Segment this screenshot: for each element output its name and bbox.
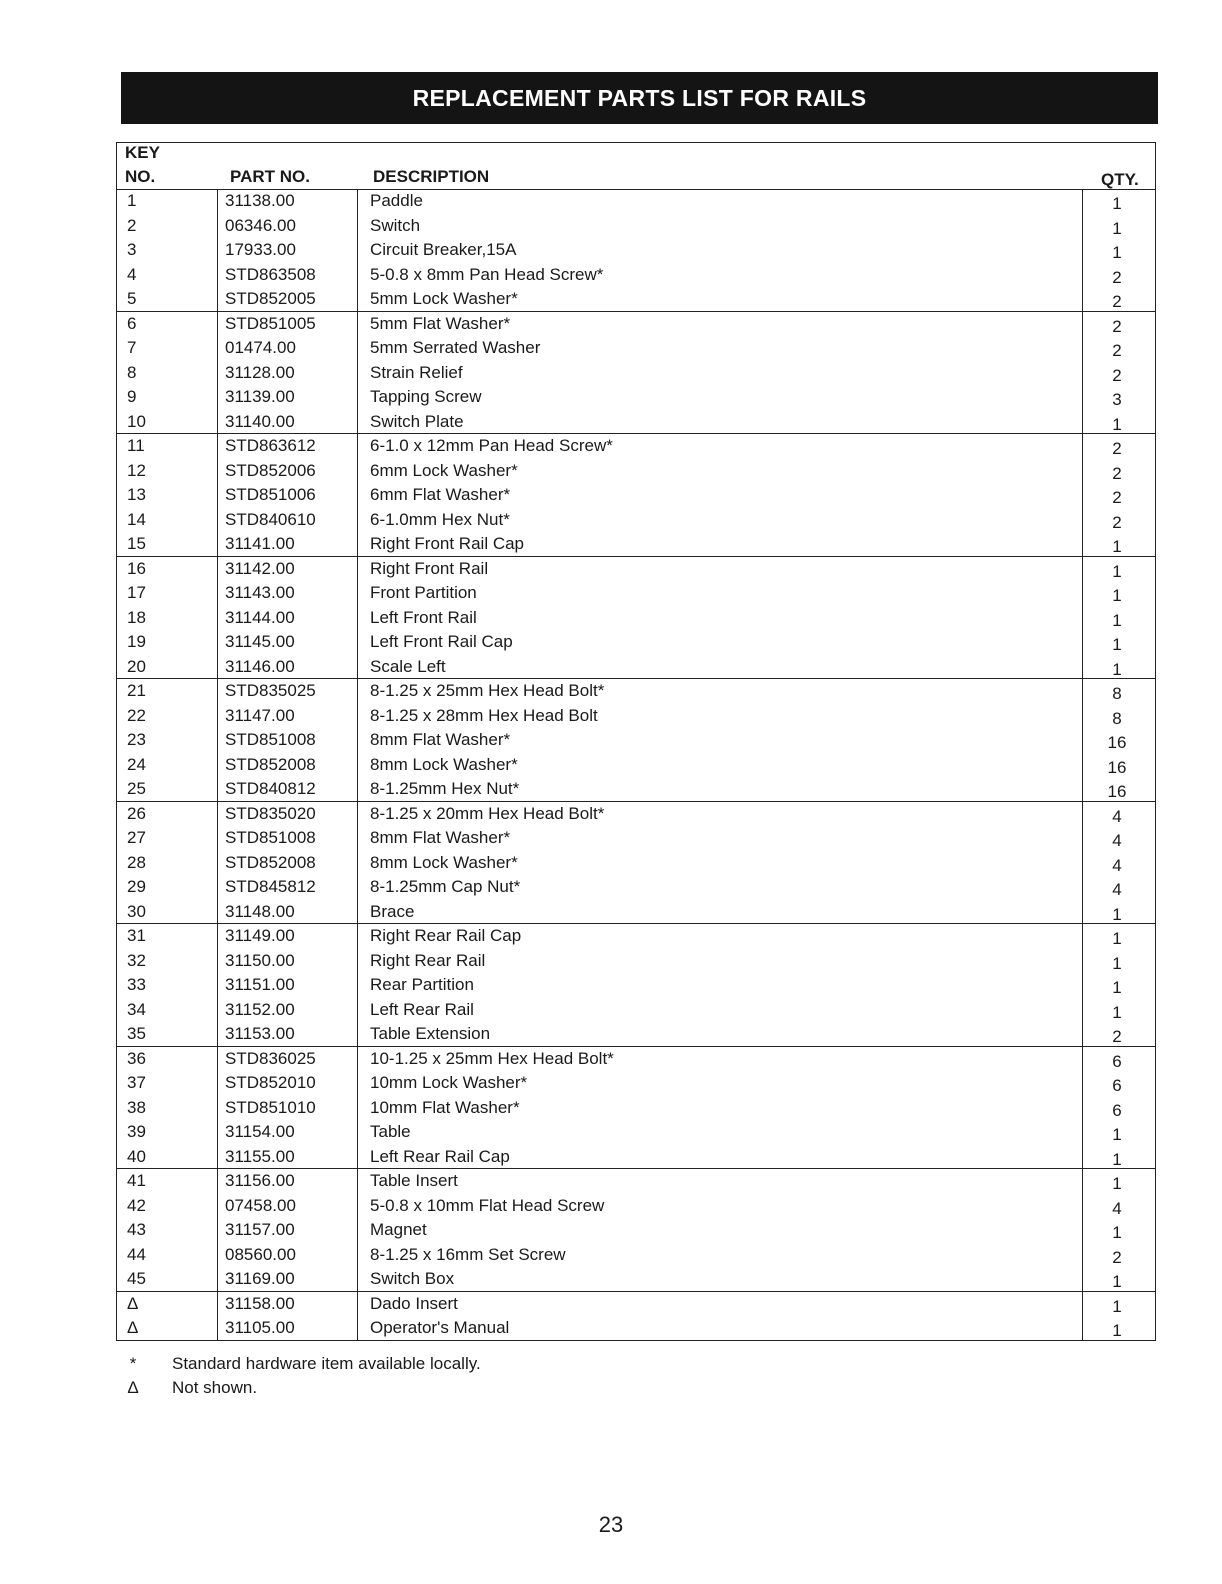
- part-no-cell: 31144.00: [225, 607, 295, 627]
- description-cell: Brace: [370, 901, 415, 921]
- qty-cell: 2: [1112, 292, 1122, 311]
- description-cell: Switch Plate: [370, 411, 464, 431]
- qty-cell: 8: [1112, 684, 1122, 703]
- description-cell: 8mm Lock Washer*: [370, 852, 518, 872]
- qty-cell: 1: [1112, 1002, 1122, 1022]
- key-no-cell: 41: [127, 1171, 146, 1190]
- qty-cell: 16: [1107, 782, 1127, 801]
- qty-cell: 1: [1112, 243, 1122, 262]
- part-no-cell: STD851008: [225, 730, 316, 749]
- key-no-cell: 22: [127, 705, 146, 725]
- description-cell: Table: [370, 1122, 411, 1141]
- description-cell: 5-0.8 x 10mm Flat Head Screw: [370, 1195, 605, 1215]
- qty-cell: 1: [1112, 635, 1122, 654]
- qty-cell: 2: [1112, 439, 1122, 458]
- table-row: [117, 1194, 1155, 1219]
- key-no-cell: 24: [127, 754, 146, 774]
- table-row: [117, 900, 1155, 925]
- key-no-cell: 34: [127, 999, 146, 1019]
- table-row: [117, 557, 1155, 582]
- part-no-cell: 08560.00: [225, 1244, 296, 1264]
- part-no-cell: STD863508: [225, 264, 316, 284]
- part-no-cell: 31148.00: [225, 901, 295, 921]
- qty-cell: 1: [1112, 953, 1122, 973]
- part-no-cell: STD852005: [225, 289, 316, 308]
- part-no-cell: STD840812: [225, 779, 316, 798]
- key-no-cell: 10: [127, 411, 146, 431]
- description-cell: Table Insert: [370, 1171, 458, 1190]
- description-cell: 8-1.25 x 25mm Hex Head Bolt*: [370, 681, 605, 700]
- description-cell: Magnet: [370, 1220, 427, 1239]
- qty-cell: 1: [1112, 1272, 1122, 1291]
- table-row: [117, 214, 1155, 239]
- description-cell: 10mm Flat Washer*: [370, 1097, 520, 1117]
- table-row: [117, 410, 1155, 435]
- qty-cell: 8: [1112, 708, 1122, 728]
- key-no-cell: 18: [127, 607, 146, 627]
- table-row: [117, 606, 1155, 631]
- key-no-cell: 16: [127, 558, 146, 578]
- description-cell: Right Front Rail: [370, 558, 489, 578]
- description-cell: Front Partition: [370, 583, 477, 602]
- part-no-cell: STD851006: [225, 485, 316, 504]
- part-no-cell: STD851008: [225, 828, 316, 847]
- table-body: [117, 189, 1155, 1341]
- table-row: [117, 924, 1155, 949]
- key-no-cell: 11: [127, 436, 145, 455]
- header-key-line2: NO.: [125, 167, 156, 186]
- table-row: [117, 532, 1155, 557]
- qty-cell: 2: [1112, 463, 1122, 483]
- part-no-cell: 31158.00: [225, 1293, 295, 1313]
- part-no-cell: 31157.00: [225, 1220, 295, 1239]
- qty-cell: 2: [1112, 316, 1122, 336]
- table-row: [117, 826, 1155, 851]
- table-row: [117, 1316, 1155, 1341]
- qty-cell: 4: [1112, 1198, 1122, 1218]
- key-no-cell: 32: [127, 950, 146, 970]
- key-no-cell: 35: [127, 1024, 146, 1043]
- qty-cell: 4: [1112, 831, 1122, 850]
- description-cell: Left Rear Rail Cap: [370, 1146, 510, 1166]
- qty-cell: 1: [1112, 659, 1122, 679]
- description-cell: 10mm Lock Washer*: [370, 1073, 528, 1092]
- qty-cell: 1: [1112, 1174, 1122, 1193]
- part-no-cell: 17933.00: [225, 240, 296, 259]
- table-row: [117, 1120, 1155, 1145]
- qty-cell: 1: [1112, 610, 1122, 630]
- key-no-cell: 4: [127, 264, 137, 284]
- table-row: [117, 483, 1155, 508]
- table-row: [117, 434, 1155, 459]
- table-row: [117, 728, 1155, 753]
- part-no-cell: 01474.00: [225, 338, 296, 357]
- qty-cell: 4: [1112, 855, 1122, 875]
- description-cell: Table Extension: [370, 1024, 491, 1043]
- part-no-cell: STD863612: [225, 436, 316, 455]
- description-cell: 10-1.25 x 25mm Hex Head Bolt*: [370, 1048, 614, 1068]
- key-no-cell: 37: [127, 1073, 146, 1092]
- part-no-cell: STD852006: [225, 460, 316, 480]
- key-no-cell: 38: [127, 1097, 146, 1117]
- key-no-cell: 13: [127, 485, 146, 504]
- description-cell: 8-1.25 x 16mm Set Screw: [370, 1244, 566, 1264]
- qty-cell: 1: [1112, 978, 1122, 997]
- part-no-cell: STD845812: [225, 877, 316, 896]
- table-row: [117, 949, 1155, 974]
- qty-cell: 2: [1112, 365, 1122, 385]
- description-cell: 6mm Lock Washer*: [370, 460, 518, 480]
- part-no-cell: STD852008: [225, 852, 316, 872]
- qty-cell: 1: [1112, 1321, 1122, 1340]
- part-no-cell: 31105.00: [225, 1318, 295, 1337]
- header-qty: QTY.: [1101, 170, 1139, 189]
- qty-cell: 4: [1112, 880, 1122, 899]
- key-no-cell: 30: [127, 901, 146, 921]
- key-no-cell: 21: [127, 681, 146, 700]
- key-no-cell: 19: [127, 632, 146, 651]
- table-row: [117, 802, 1155, 827]
- part-no-cell: 31138.00: [225, 191, 295, 210]
- key-no-cell: 23: [127, 730, 146, 749]
- part-no-cell: 31149.00: [225, 926, 295, 945]
- footnote-symbol: Δ: [127, 1378, 139, 1397]
- part-no-cell: 31155.00: [225, 1146, 295, 1166]
- qty-cell: 6: [1112, 1100, 1122, 1120]
- table-row: [117, 704, 1155, 729]
- description-cell: 5mm Lock Washer*: [370, 289, 518, 308]
- header-key-line1: KEY: [125, 143, 160, 162]
- key-no-cell: 8: [127, 362, 137, 382]
- part-no-cell: 07458.00: [225, 1195, 296, 1215]
- description-cell: 5-0.8 x 8mm Pan Head Screw*: [370, 264, 604, 284]
- column-divider: [357, 189, 358, 1340]
- part-no-cell: 31140.00: [225, 411, 295, 431]
- qty-cell: 1: [1112, 561, 1122, 581]
- part-no-cell: STD835020: [225, 803, 316, 823]
- description-cell: 8mm Flat Washer*: [370, 730, 511, 749]
- part-no-cell: STD851005: [225, 313, 316, 333]
- description-cell: 6-1.0mm Hex Nut*: [370, 509, 510, 529]
- table-row: [117, 753, 1155, 778]
- part-no-cell: STD835025: [225, 681, 316, 700]
- description-cell: 8-1.25mm Cap Nut*: [370, 877, 521, 896]
- header-part-no: PART NO.: [230, 167, 310, 186]
- description-cell: 6-1.0 x 12mm Pan Head Screw*: [370, 436, 613, 455]
- description-cell: Rear Partition: [370, 975, 474, 994]
- part-no-cell: 31154.00: [225, 1122, 295, 1141]
- description-cell: Right Rear Rail Cap: [370, 926, 522, 945]
- qty-cell: 1: [1112, 586, 1122, 605]
- table-row: [117, 1292, 1155, 1317]
- description-cell: Scale Left: [370, 656, 446, 676]
- qty-cell: 1: [1112, 194, 1122, 213]
- part-no-cell: STD851010: [225, 1097, 316, 1117]
- header-description: DESCRIPTION: [373, 167, 490, 186]
- qty-cell: 1: [1112, 1223, 1122, 1242]
- key-no-cell: 5: [127, 289, 137, 308]
- table-row: [117, 1243, 1155, 1268]
- description-cell: 8-1.25mm Hex Nut*: [370, 779, 520, 798]
- key-no-cell: 39: [127, 1122, 146, 1141]
- table-row: [117, 312, 1155, 337]
- part-no-cell: 06346.00: [225, 215, 296, 235]
- part-no-cell: 31150.00: [225, 950, 295, 970]
- description-cell: Left Rear Rail: [370, 999, 474, 1019]
- key-no-cell: 7: [127, 338, 137, 357]
- qty-cell: 1: [1112, 929, 1122, 948]
- description-cell: 8mm Lock Washer*: [370, 754, 518, 774]
- footnote-text: Not shown.: [172, 1378, 258, 1397]
- footnote-symbol: *: [129, 1354, 137, 1373]
- table-row: [117, 1071, 1155, 1096]
- part-no-cell: 31141.00: [225, 534, 295, 553]
- table-row: [117, 851, 1155, 876]
- table-row: [117, 508, 1155, 533]
- table-row: [117, 1145, 1155, 1170]
- part-no-cell: 31143.00: [225, 583, 295, 602]
- part-no-cell: 31152.00: [225, 999, 295, 1019]
- qty-cell: 6: [1112, 1051, 1122, 1071]
- part-no-cell: 31169.00: [225, 1269, 295, 1288]
- table-row: [117, 459, 1155, 484]
- part-no-cell: STD836025: [225, 1048, 316, 1068]
- page-title: REPLACEMENT PARTS LIST FOR RAILS: [121, 72, 1158, 124]
- description-cell: 8mm Flat Washer*: [370, 828, 511, 847]
- part-no-cell: 31151.00: [225, 975, 295, 994]
- key-no-cell: 29: [127, 877, 146, 896]
- part-no-cell: 31147.00: [225, 705, 295, 725]
- qty-cell: 4: [1112, 806, 1122, 826]
- key-no-cell: 40: [127, 1146, 146, 1166]
- description-cell: Switch Box: [370, 1269, 455, 1288]
- column-divider: [217, 189, 218, 1340]
- table-row: [117, 998, 1155, 1023]
- description-cell: Switch: [370, 215, 421, 235]
- part-no-cell: STD840610: [225, 509, 316, 529]
- table-row: [117, 1096, 1155, 1121]
- description-cell: Left Front Rail: [370, 607, 477, 627]
- part-no-cell: 31142.00: [225, 558, 295, 578]
- key-no-cell: Δ: [127, 1318, 139, 1337]
- description-cell: Right Front Rail Cap: [370, 534, 525, 553]
- table-row: [117, 581, 1155, 606]
- description-cell: 8-1.25 x 28mm Hex Head Bolt: [370, 705, 598, 725]
- description-cell: Strain Relief: [370, 362, 463, 382]
- qty-cell: 1: [1112, 537, 1122, 556]
- qty-cell: 1: [1112, 218, 1122, 238]
- key-no-cell: Δ: [127, 1293, 139, 1313]
- key-no-cell: 15: [127, 534, 146, 553]
- table-row: [117, 336, 1155, 361]
- key-no-cell: 20: [127, 656, 146, 676]
- key-no-cell: 28: [127, 852, 146, 872]
- description-cell: Right Rear Rail: [370, 950, 486, 970]
- table-row: [117, 655, 1155, 680]
- key-no-cell: 12: [127, 460, 146, 480]
- description-cell: Tapping Screw: [370, 387, 482, 406]
- table-row: [117, 1169, 1155, 1194]
- qty-cell: 16: [1107, 757, 1127, 777]
- key-no-cell: 9: [127, 387, 137, 406]
- table-row: [117, 1022, 1155, 1047]
- table-row: [117, 189, 1155, 214]
- qty-cell: 6: [1112, 1076, 1122, 1095]
- part-no-cell: 31139.00: [225, 387, 295, 406]
- table-row: [117, 238, 1155, 263]
- table-header: [117, 143, 1155, 190]
- qty-cell: 2: [1112, 267, 1122, 287]
- qty-cell: 2: [1112, 341, 1122, 360]
- key-no-cell: 36: [127, 1048, 146, 1068]
- key-no-cell: 17: [127, 583, 146, 602]
- key-no-cell: 2: [127, 215, 137, 235]
- table-row: [117, 1047, 1155, 1072]
- description-cell: 5mm Flat Washer*: [370, 313, 511, 333]
- description-cell: Left Front Rail Cap: [370, 632, 513, 651]
- column-divider: [1082, 189, 1083, 1340]
- key-no-cell: 42: [127, 1195, 146, 1215]
- qty-cell: 1: [1112, 1149, 1122, 1169]
- table-row: [117, 973, 1155, 998]
- description-cell: 5mm Serrated Washer: [370, 338, 541, 357]
- key-no-cell: 26: [127, 803, 146, 823]
- table-row: [117, 263, 1155, 288]
- qty-cell: 2: [1112, 488, 1122, 507]
- key-no-cell: 27: [127, 828, 146, 847]
- part-no-cell: STD852010: [225, 1073, 316, 1092]
- description-cell: Dado Insert: [370, 1293, 458, 1313]
- table-row: [117, 875, 1155, 900]
- key-no-cell: 6: [127, 313, 137, 333]
- qty-cell: 1: [1112, 414, 1122, 434]
- part-no-cell: 31128.00: [225, 362, 295, 382]
- key-no-cell: 33: [127, 975, 146, 994]
- key-no-cell: 25: [127, 779, 146, 798]
- key-no-cell: 43: [127, 1220, 146, 1239]
- table-row: [117, 777, 1155, 802]
- key-no-cell: 45: [127, 1269, 146, 1288]
- part-no-cell: 31153.00: [225, 1024, 295, 1043]
- table-row: [117, 287, 1155, 312]
- part-no-cell: 31156.00: [225, 1171, 295, 1190]
- qty-cell: 1: [1112, 1296, 1122, 1316]
- footnote-text: Standard hardware item available locally.: [172, 1354, 481, 1373]
- qty-cell: 1: [1112, 904, 1122, 924]
- table-row: [117, 385, 1155, 410]
- part-no-cell: 31145.00: [225, 632, 295, 651]
- qty-cell: 2: [1112, 512, 1122, 532]
- table-row: [117, 1218, 1155, 1243]
- qty-cell: 16: [1107, 733, 1127, 752]
- key-no-cell: 44: [127, 1244, 146, 1264]
- qty-cell: 3: [1112, 390, 1122, 409]
- description-cell: Circuit Breaker,15A: [370, 240, 517, 259]
- part-no-cell: 31146.00: [225, 656, 295, 676]
- description-cell: 6mm Flat Washer*: [370, 485, 511, 504]
- table-row: [117, 630, 1155, 655]
- description-cell: 8-1.25 x 20mm Hex Head Bolt*: [370, 803, 605, 823]
- table-row: [117, 1267, 1155, 1292]
- key-no-cell: 3: [127, 240, 137, 259]
- qty-cell: 1: [1112, 1125, 1122, 1144]
- key-no-cell: 14: [127, 509, 146, 529]
- part-no-cell: STD852008: [225, 754, 316, 774]
- parts-table: [116, 142, 1156, 1341]
- qty-cell: 2: [1112, 1027, 1122, 1046]
- table-row: [117, 361, 1155, 386]
- qty-cell: 2: [1112, 1247, 1122, 1267]
- page-number: 23: [598, 1512, 624, 1537]
- key-no-cell: 31: [127, 926, 146, 945]
- key-no-cell: 1: [127, 191, 137, 210]
- description-cell: Operator's Manual: [370, 1318, 510, 1337]
- description-cell: Paddle: [370, 191, 423, 210]
- table-row: [117, 679, 1155, 704]
